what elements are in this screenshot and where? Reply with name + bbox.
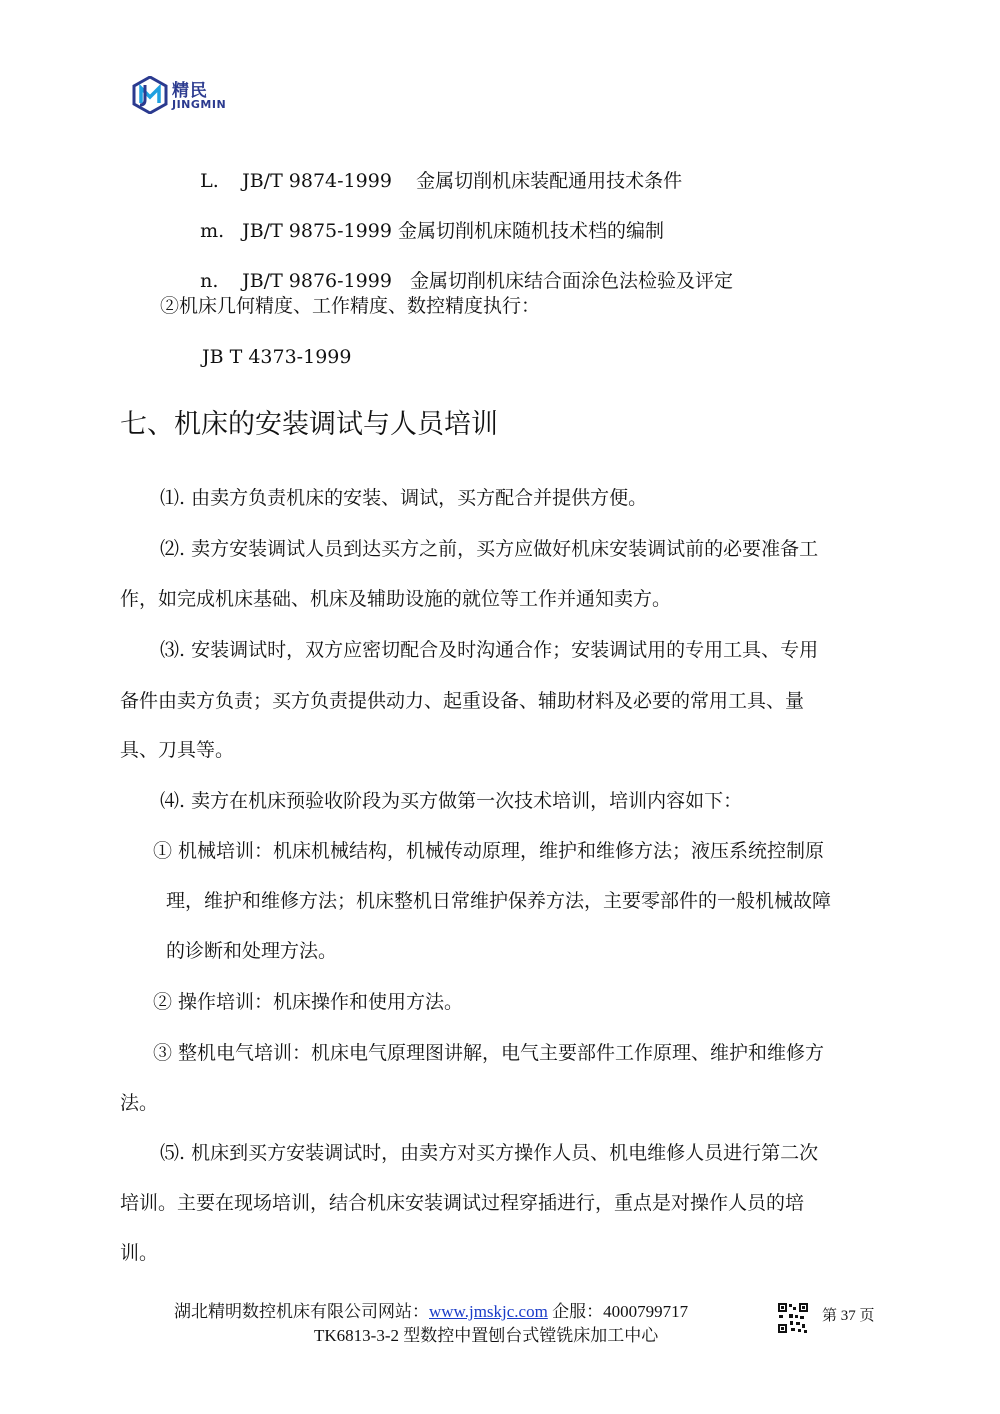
- paragraph-2-line-2: 作，如完成机床基础、机床及辅助设施的就位等工作并通知卖方。: [120, 588, 672, 610]
- footer-website-link[interactable]: www.jmskjc.com: [429, 1302, 548, 1321]
- logo-text-cn: 精民: [172, 81, 208, 101]
- jingmin-logo-icon: [132, 76, 168, 114]
- standard-title: 金属切削机床装配通用技术条件: [416, 170, 683, 192]
- standard-letter: L.: [200, 170, 219, 192]
- standard-item: [188, 242, 733, 294]
- standard-gap: [392, 170, 416, 192]
- paragraph-3-line-3: 具、刀具等。: [120, 739, 235, 761]
- paragraph-5-line-2: 培训。主要在现场培训，结合机床安装调试过程穿插进行，重点是对操作人员的培: [120, 1192, 805, 1214]
- footer-service-phone: 企服：4000799717: [547, 1302, 689, 1321]
- standard-item: [188, 192, 664, 244]
- standard-item: [188, 142, 682, 194]
- logo-text-en: JINGMIN: [172, 98, 227, 111]
- paragraph-1: ⑴. 由卖方负责机床的安装、调试，买方配合并提供方便。: [160, 487, 648, 509]
- paragraph-5-line-3: 训。: [120, 1242, 159, 1264]
- training-2: ② 操作培训：机床操作和使用方法。: [153, 991, 464, 1013]
- footer-model: TK6813-3-2 型数控中置刨台式镗铣床加工中心: [314, 1326, 659, 1345]
- paragraph-3-line-1: ⑶. 安装调试时，双方应密切配合及时沟通合作；安装调试用的专用工具、专用: [160, 639, 819, 661]
- standard-title: 金属切削机床随机技术档的编制: [397, 220, 664, 242]
- standard-code: JB/T 9875-1999: [242, 220, 392, 242]
- standard-title: 金属切削机床结合面涂色法检验及评定: [410, 270, 734, 292]
- company-logo: [132, 76, 232, 116]
- training-3-line-1: ③ 整机电气培训：机床电气原理图讲解，电气主要部件工作原理、维护和维修方: [153, 1042, 825, 1064]
- standard-letter: n.: [200, 270, 219, 292]
- training-1-line-2: 理，维护和维修方法；机床整机日常维护保养方法，主要零部件的一般机械故障: [166, 890, 832, 912]
- paragraph-3-line-2: 备件由卖方负责；买方负责提供动力、起重设备、辅助材料及必要的常用工具、量: [120, 690, 805, 712]
- footer-company-line: [174, 1297, 688, 1322]
- precision-line: ②机床几何精度、工作精度、数控精度执行：: [160, 295, 541, 317]
- standard-letter: m.: [200, 220, 225, 242]
- standard-code: JB/T 9876-1999: [242, 270, 392, 292]
- training-1-line-1: ① 机械培训：机床机械结构，机械传动原理，维护和维修方法；液压系统控制原: [153, 840, 825, 862]
- paragraph-4: ⑷. 卖方在机床预验收阶段为买方做第一次技术培训，培训内容如下：: [160, 790, 743, 812]
- paragraph-2-line-1: ⑵. 卖方安装调试人员到达买方之前，买方应做好机床安装调试前的必要准备工: [160, 538, 819, 560]
- training-3-line-2: 法。: [120, 1092, 159, 1114]
- standard-gap: [392, 270, 410, 292]
- qr-code-icon: [777, 1302, 809, 1334]
- paragraph-5-line-1: ⑸. 机床到买方安装调试时，由卖方对买方操作人员、机电维修人员进行第二次: [160, 1142, 819, 1164]
- page-number: 第 37 页: [822, 1308, 875, 1324]
- footer-company: 湖北精明数控机床有限公司网站：: [174, 1302, 429, 1321]
- training-1-line-3: 的诊断和处理方法。: [166, 940, 338, 962]
- standard-code: JB/T 9874-1999: [242, 170, 392, 192]
- section-heading: 七、机床的安装调试与人员培训: [120, 409, 498, 440]
- precision-standard: JB T 4373-1999: [202, 346, 352, 368]
